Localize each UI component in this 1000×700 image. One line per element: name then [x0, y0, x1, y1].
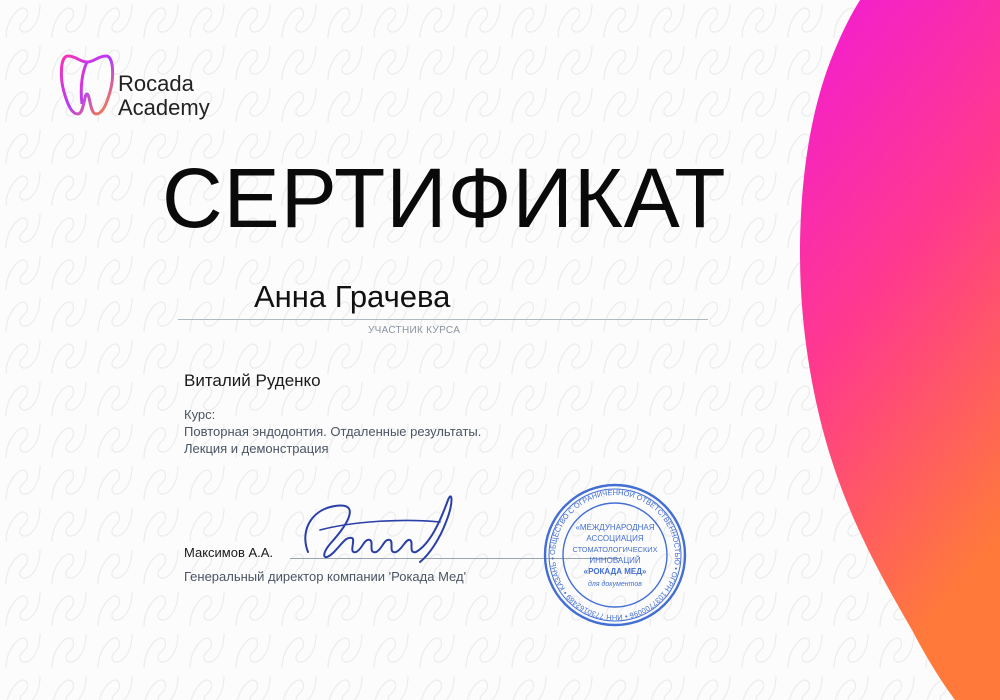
course-title-line-2: Лекция и демонстрация — [184, 441, 329, 456]
stamp-line-1: «МЕЖДУНАРОДНАЯ — [575, 523, 655, 532]
course-block — [184, 406, 481, 457]
rocada-academy-logo — [58, 48, 228, 128]
stamp-line-4: ИННОВАЦИЙ — [589, 556, 641, 565]
handwritten-signature — [290, 492, 470, 572]
participant-underline — [178, 319, 708, 320]
tooth-logo-icon — [58, 48, 116, 120]
stamp-line-2: АССОЦИАЦИЯ — [586, 534, 644, 543]
signatory-position: Генеральный директор компании 'Рокада Мед' — [184, 569, 467, 584]
logo-line-1: Rocada — [118, 71, 194, 96]
company-stamp — [540, 480, 690, 630]
participant-role: УЧАСТНИК КУРСА — [368, 325, 461, 336]
lecturer-name: Виталий Руденко — [184, 371, 321, 390]
course-title-line-1: Повторная эндодонтия. Отдаленные результаты. — [184, 424, 482, 439]
participant-name: Анна Грачева — [254, 279, 451, 314]
stamp-line-6: для документов — [588, 581, 642, 588]
stamp-outer-ring-text: ОБЩЕСТВО С ОГРАНИЧЕННОЙ ОТВЕТСТВЕННОСТЬЮ • ОГРН 1037700096 • ИНН 7730162489 • КАЗАНЬ • — [547, 487, 683, 623]
stamp-line-5: «РОКАДА МЕД» — [583, 567, 647, 576]
logo-line-2: Academy — [118, 95, 210, 120]
certificate-title: СЕРТИФИКАТ — [162, 151, 727, 245]
stamp-line-3: СТОМАТОЛОГИЧЕСКИХ — [572, 545, 658, 554]
course-label: Курс: — [184, 407, 216, 422]
signatory-name: Максимов А.А. — [184, 545, 274, 560]
